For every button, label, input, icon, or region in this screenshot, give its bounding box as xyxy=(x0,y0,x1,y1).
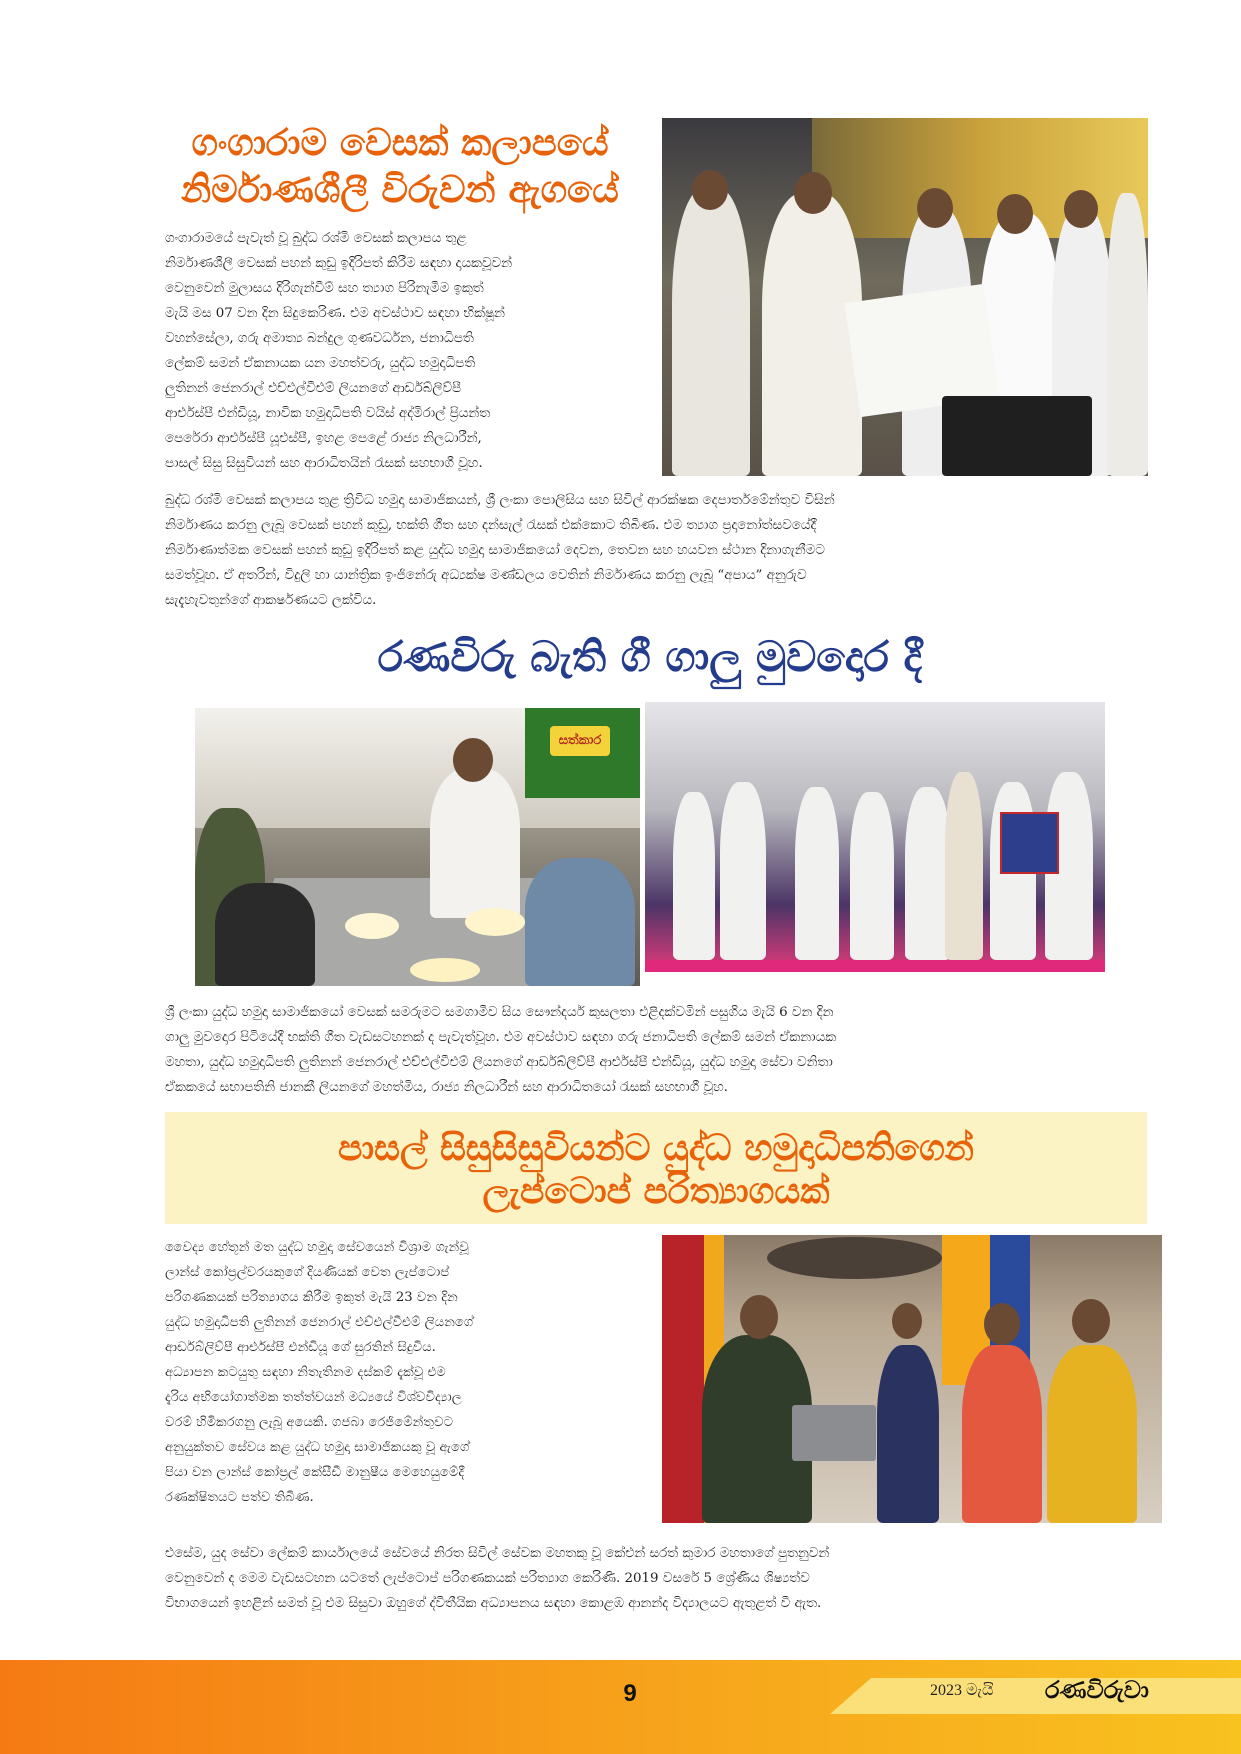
footer-page-number: 9 xyxy=(623,1680,637,1707)
text-line: ලාන්ස් කෝප්‍රල්වරයකුගේ දියණියක් වෙත ලැප්ටොප් xyxy=(165,1265,450,1280)
article1-column-text xyxy=(165,226,650,476)
text-line: වෙනුවෙන් ද මෙම වැඩසටහන යටතේ ලැප්ටොප් පරිගණකයක් පරිත්‍යාග කෙරිණි. 2019 වසරේ 5 ශ්‍රේණිය ශිෂ්‍යත්ව xyxy=(165,1571,810,1586)
text-line: නිර්මාණය කරනු ලැබූ වෙසක් පහන් කුඩු, භක්ති ගීත සහ දන්සැල් රැසක් එක්කොට තිබිණ. එම ත්‍යාග ප්‍රදානෝත්සවයේදී xyxy=(165,518,817,533)
text-line: යුද්ධ හමුදාධිපති ලුතිනන් ජෙනරාල් එච්එල්වීඑම් ලියනගේ xyxy=(165,1315,474,1330)
text-line: සැදැහැවතුන්ගේ ආකර්ෂණයට ලක්විය. xyxy=(165,593,377,608)
text-line: ලේකම් සමන් ඒකනායක යන මහත්වරු, යුද්ධ හමුදාධිපති xyxy=(165,356,476,371)
text-line: වෛද්‍ය හේතූන් මත යුද්ධ හමුදා සේවයෙන් විශ්‍රාම ගැන්වූ xyxy=(165,1240,469,1255)
text-line: ආර්එස්පී එන්ඩියූ, නාවික හමුදාධිපති වයිස් අද්මිරාල් ප්‍රියන්ත xyxy=(165,406,491,421)
banner-badge: සත්කාර xyxy=(550,726,610,756)
article3-title xyxy=(165,1128,1147,1213)
text-line: අධ්‍යාපන කටයුතු සඳහා නිතැතිනම දස්කම් දැක්වූ එම xyxy=(165,1365,446,1380)
text-line: බුද්ධ රශ්මි වෙසක් කලාපය තුළ ත්‍රිවිධ හමුදා සාමාජිකයන්, ශ්‍රී ලංකා පොලිසිය සහ සිවිල් ආරක්ෂක දෙපාර්තමේන්තුව විසින් xyxy=(165,493,835,508)
text-line: නිර්මාණාත්මක වෙසක් පහන් කුඩු ඉදිරිපත් කළ යුද්ධ හමුදා සාමාජිකයෝ දෙවන, තෙවන සහ හයවන ස්ථාන දිනාගැනීමට xyxy=(165,543,825,558)
text-line: පියා වන ලාන්ස් කෝප්‍රල් කේසීඩී මානුෂීය මෙහෙයුමේදී xyxy=(165,1465,465,1480)
article1-full-text xyxy=(165,488,1150,613)
text-line: අනුයුක්තව සේවය කළ යුද්ධ හමුදා සාමාජිකයකු වූ ඇගේ xyxy=(165,1440,470,1455)
text-line: එසේම, යුද සේවා ලේකම් කාර්යාලයේ සේවයේ නිරත සිවිල් සේවක මහතකු වූ කේඑන් සරත් කුමාර මහතාගේ පුතනුවන් xyxy=(165,1546,830,1561)
text-line: විභාගයෙන් ඉහළින් සමත් වූ එම සිසුවා ඔහුගේ ද්විතීයික අධ්‍යාපනය සඳහා කොළඹ ආනන්ද විද්‍යාලයට ඇතුළත් වී ඇත. xyxy=(165,1596,822,1611)
article1-title-line1: ගංගාරාම වෙසක් කලාපයේ xyxy=(191,121,609,164)
article1-title xyxy=(150,122,650,211)
award-ceremony-photo xyxy=(662,118,1148,476)
text-line: මහතා, යුද්ධ හමුදාධිපති ලුතිනන් ජෙනරාල් එච්එල්වීඑම් ලියනගේ ආර්ඩබ්ලිව්පී ආර්එස්පී එන්ඩියූ, යුද්ධ හමුදා සේවා වනිතා xyxy=(165,1055,833,1070)
text-line: නිර්මාණශීලී වෙසක් පහන් කුඩු ඉදිරිපත් කිරීම සඳහා දායකවූවන් xyxy=(165,256,513,271)
article2-full-text xyxy=(165,1000,1150,1100)
text-line: ගංගාරාමයේ පැවැත් වූ බුද්ධ රශ්මි වෙසක් කලාපය තුළ xyxy=(165,231,467,246)
article2-title: රණවිරු බැති ගී ගාලු මුවදොර දී xyxy=(377,632,923,681)
text-line: දැරිය අභියෝගාත්මක තත්ත්වයන් මධ්‍යයේ විශ්වවිද්‍යාල xyxy=(165,1390,462,1405)
article3-column-text xyxy=(165,1235,625,1510)
dining-photo xyxy=(195,708,640,986)
text-line: ගාලු මුවදොර පිටියේදී භක්ති ගීත වැඩසටහනක් ද පැවැත්වූහ. එම අවස්ථාව සඳහා ගරු ජනාධිපති ලේකම් සමන් ඒකනායක xyxy=(165,1030,837,1045)
article3-full-text xyxy=(165,1541,1150,1616)
text-line: රණක්ෂිතයට පත්ව තිබිණ. xyxy=(165,1490,314,1505)
article3-title-line2: ලැප්ටොප් පරිත්‍යාගයක් xyxy=(482,1171,830,1213)
text-line: මැයි මස 07 වන දින සිදුකෙරිණ. එම අවස්ථාව සඳහා භික්ෂූන් xyxy=(165,306,505,321)
footer-issue-date: 2023 මැයි xyxy=(930,1682,994,1699)
laptop-donation-photo xyxy=(662,1235,1162,1523)
text-line: පාසල් සිසු සිසුවියන් සහ ආරාධිතයින් රැසක් සහභාගී වූහ. xyxy=(165,456,483,471)
text-line: පරිගණකයක් පරිත්‍යාගය කිරීම ඉකුත් මැයි 23 වන දින xyxy=(165,1290,458,1305)
text-line: ආර්ඩබ්ලිව්පී ආර්එස්පී එන්ඩියූ ගේ සුරතින් සිදුවිය. xyxy=(165,1340,436,1355)
text-line: පෙරේරා ආර්එස්පී යූඑස්පී, ඉහළ පෙළේ රාජ්‍ය නිලධාරීන්, xyxy=(165,431,482,446)
text-line: සමත්වූහ. ඒ අතරින්, විදුලි හා යාන්ත්‍රික ඉංජිනේරු අධ්‍යක්ෂ මණ්ඩලය වෙතින් නිර්මාණය කරනු ලැබූ “අපාය” අනුරුව xyxy=(165,568,807,583)
choir-photo xyxy=(645,702,1105,972)
article3-title-line1: පාසල් සිසුසිසුවියන්ට යුද්ධ හමුදාධිපතිගෙන් xyxy=(337,1128,975,1169)
text-line: වහන්සේලා, ගරු අමාත්‍ය බන්දුල ගුණවර්ධන, ජනාධිපති xyxy=(165,331,474,346)
text-line: ඒකකයේ සභාපතිනි ජානකී ලියනගේ මහත්මිය, රාජ්‍ය නිලධාරීන් සහ ආරාධිතයෝ රැසක් සහභාගී වූහ. xyxy=(165,1080,728,1095)
text-line: වරම් හිමිකරගනු ලැබූ අයෙකි. ගජබා රෙජිමේන්තුවට xyxy=(165,1415,454,1430)
text-line: වෙනුවෙන් මුලාසය දිරිගැන්වීම් සහ ත්‍යාග පිරිනැමීම ඉකුත් xyxy=(165,281,484,296)
text-line: ශ්‍රී ලංකා යුද්ධ හමුදා සාමාජිකයෝ වෙසක් සමරුමට සමගාමීව සිය සෞන්දර්ය කුසලතා එළිදක්වමින් පසුගිය මැයි 6 වන දින xyxy=(165,1005,834,1020)
text-line: ලුතිනන් ජෙනරාල් එච්එල්වීඑම් ලියනගේ ආර්ඩබ්ලිව්පී xyxy=(165,381,462,396)
magazine-logo: රණවිරුවා xyxy=(1045,1676,1149,1704)
article1-title-line2: නිර්මාණශීලී විරුවන් ඇගයේ xyxy=(181,167,619,211)
